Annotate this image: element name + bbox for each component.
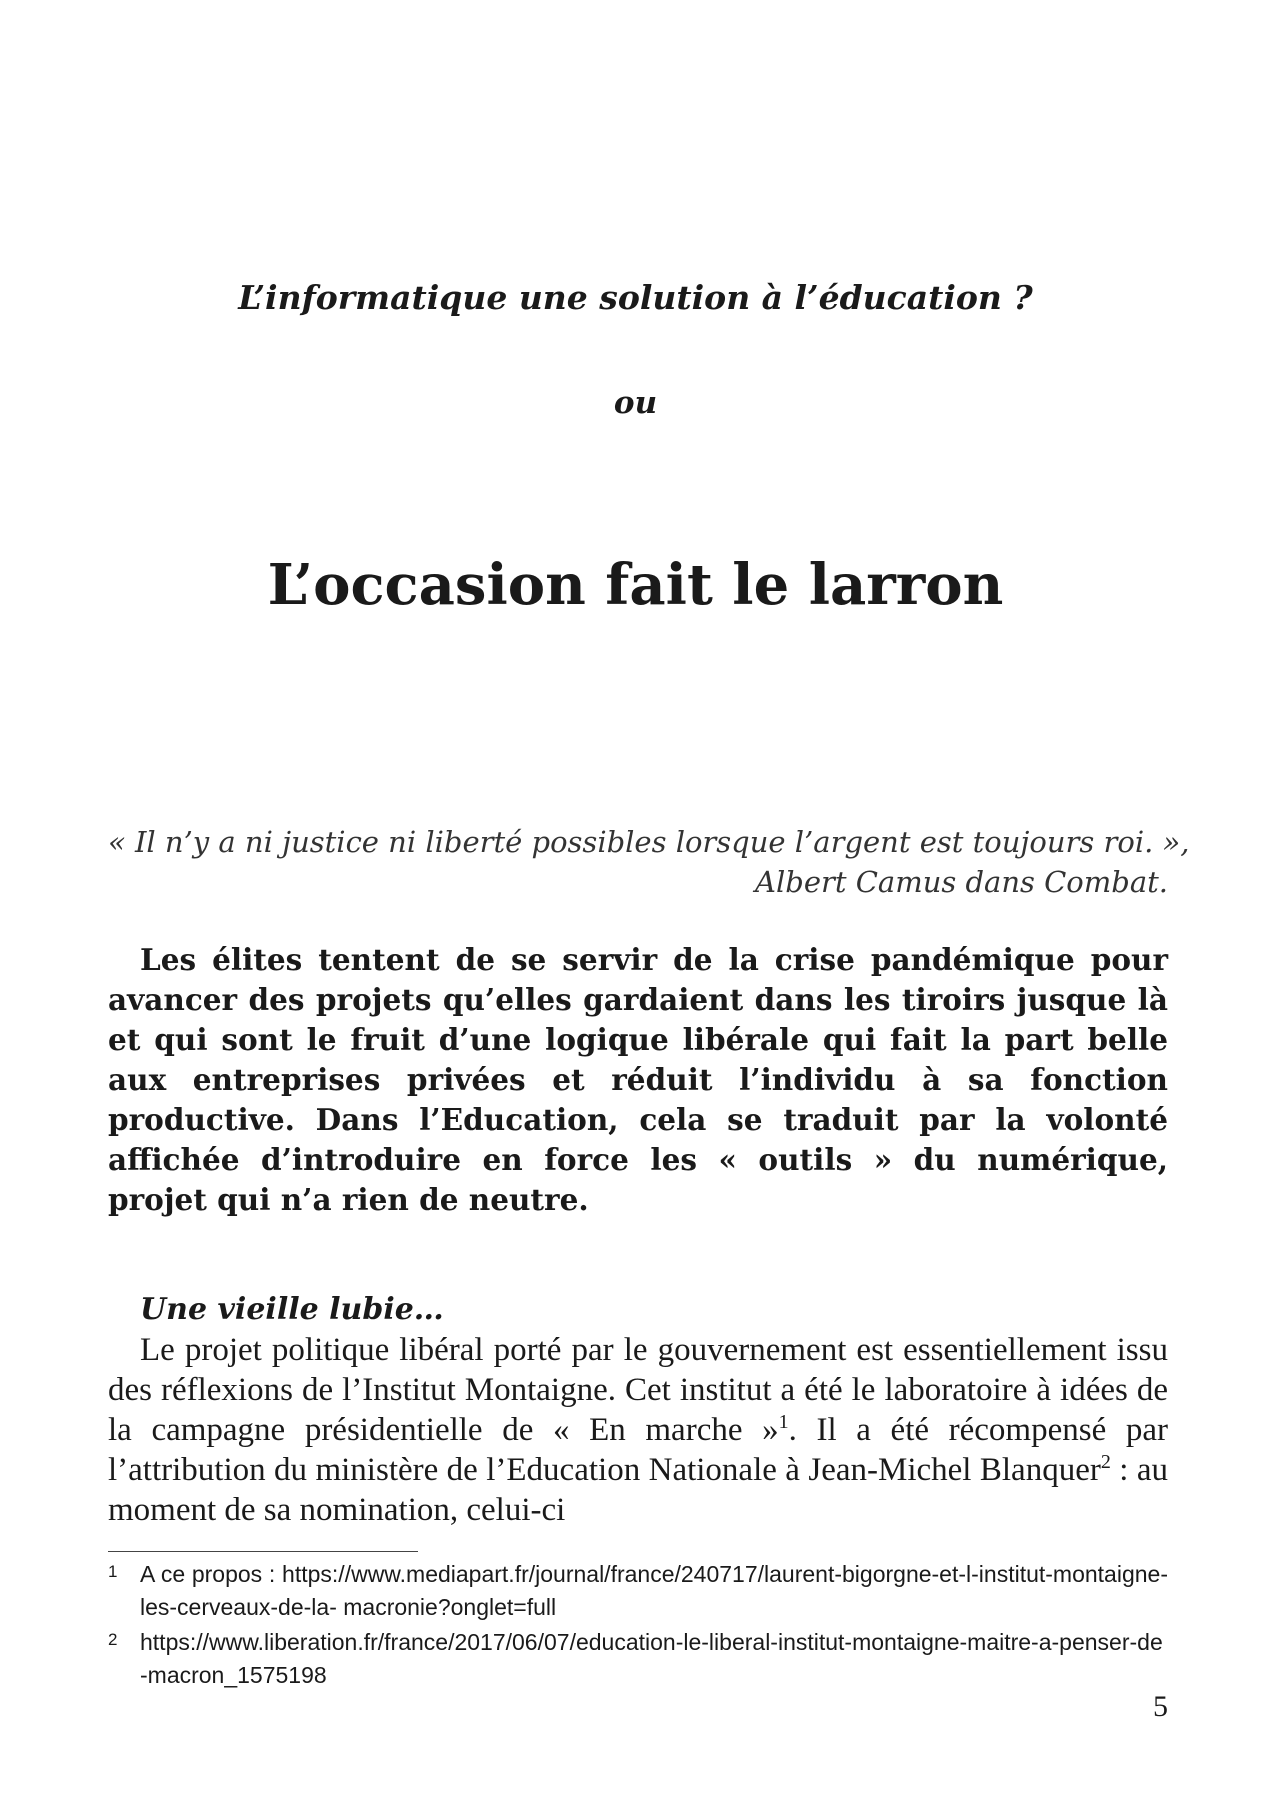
subtitle: L’informatique une solution à l’éducation ? [238,278,1033,317]
epigraph-quote: « Il n’y a ni justice ni liberté possibles lorsque l’argent est toujours roi. », [108,825,1190,859]
epigraph-attribution: Albert Camus dans Combat. [755,865,1168,899]
section-heading: Une vieille lubie… [140,1292,444,1327]
footnote-text[interactable]: A ce propos : https://www.mediapart.fr/journal/france/240717/laurent-bigorgne-et-l-institut-montaigne-les-cerveaux-de-la- macronie?onglet=full [140,1561,1168,1620]
lead-paragraph: Les élites tentent de se servir de la crise pandémique pour avancer des projets qu’elles gardaient dans les tiroirs jusque là et qui sont le fruit d’une logique libérale qui fait la part belle aux entreprises privées et réduit l’individu à sa fonction productive. Dans l’Education, cela se traduit par la volonté affichée d’introduire en force les « outils » du numérique, projet qui n’a rien de neutre. [108,942,1168,1217]
page-title: L’occasion fait le larron [267,552,1004,618]
footnote-number: 2 [108,1630,118,1649]
footnotes [108,1558,1168,1694]
body-text-part3: : au moment de sa nomination, celui-ci [108,1452,1168,1528]
footnote-text[interactable]: https://www.liberation.fr/france/2017/06/07/education-le-liberal-institut-montaigne-maitre-a-penser-de-macron_1575198 [140,1629,1163,1688]
connector-word: ou [613,385,658,421]
footnote-ref-1[interactable]: 1 [778,1411,789,1433]
footnote-number: 1 [108,1562,118,1581]
body-paragraph [108,1330,1168,1530]
footnote-1 [108,1558,1168,1624]
footnote-ref-2[interactable]: 2 [1100,1451,1111,1473]
body-text-part1: Le projet politique libéral porté par le gouvernement est essentiellement issu des réflexions de l’Institut Montaigne. Cet institut a été le laboratoire à idées de la campagne présidentielle de « En marche » [108,1332,1168,1448]
footnote-2 [108,1626,1168,1692]
epigraph [108,822,1190,902]
page-number: 5 [1153,1690,1168,1723]
body-text-part2: . Il a été récompensé par l’attribution du ministère de l’Education Nationale à Jean-Michel Blanquer [108,1412,1168,1488]
footnote-divider [108,1551,418,1552]
